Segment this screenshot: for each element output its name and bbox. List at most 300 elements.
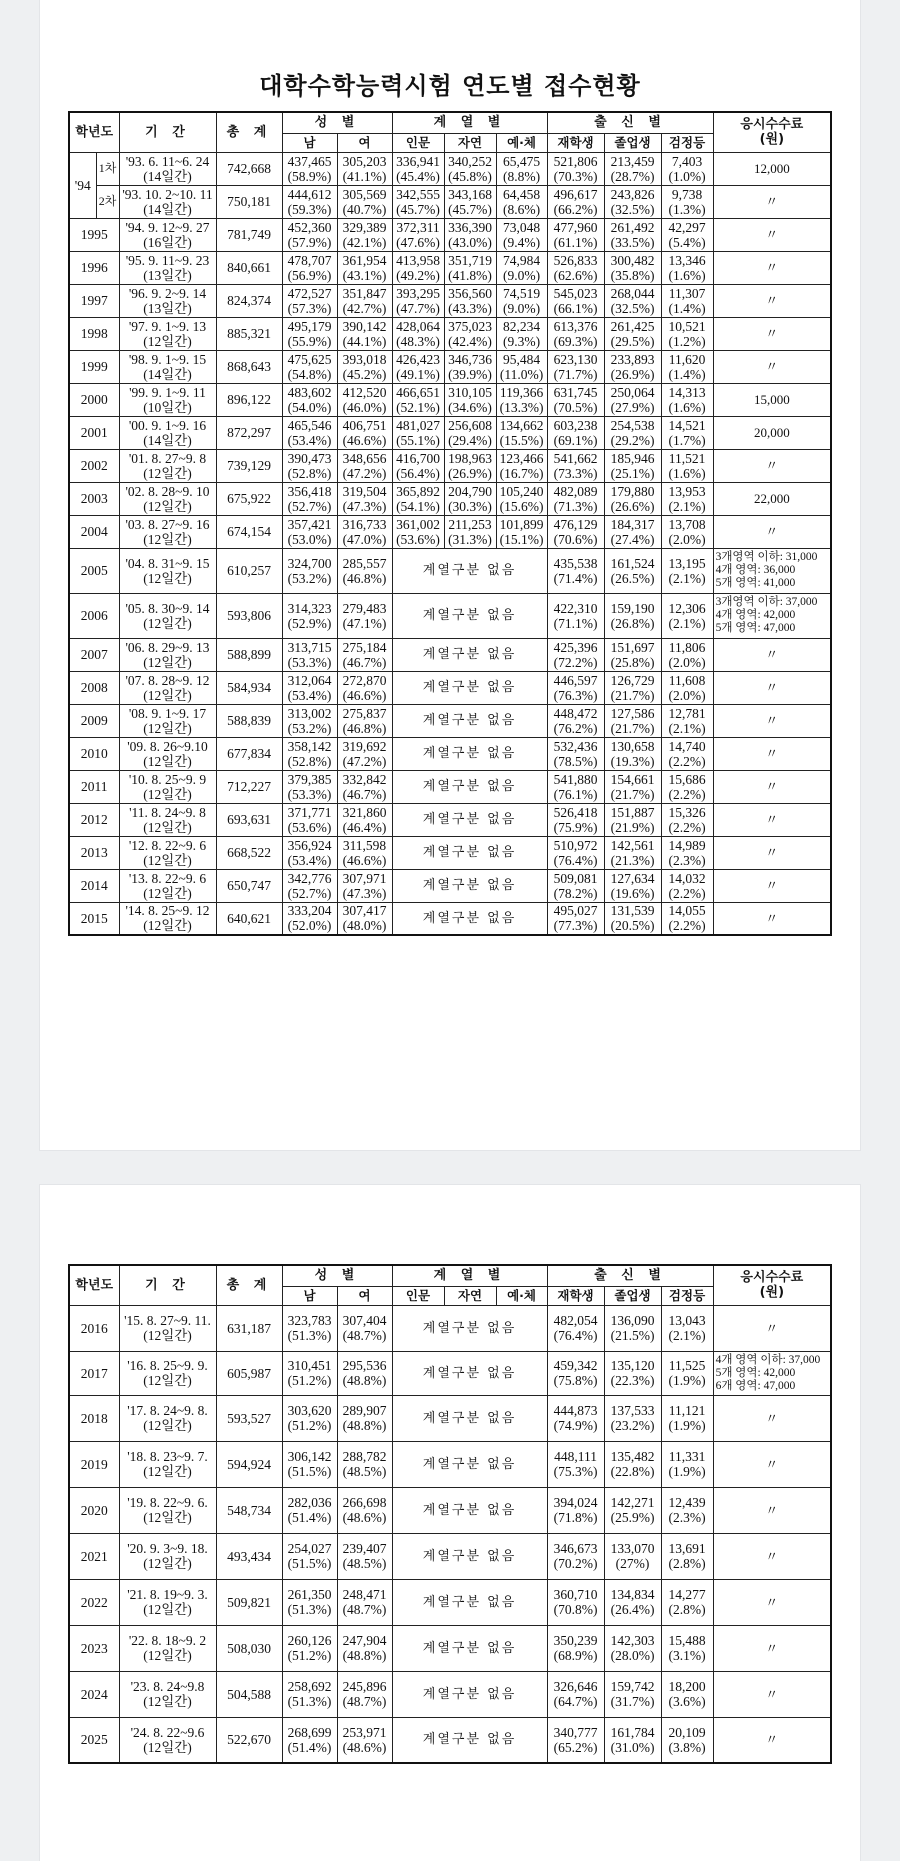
ged-cell: 11,620 (1.4%)	[661, 350, 713, 383]
header-total: 총 계	[216, 1265, 282, 1305]
ged-cell: 11,307 (1.4%)	[661, 284, 713, 317]
total-cell: 677,834	[216, 737, 282, 770]
current-students-cell: 360,710 (70.8%)	[547, 1579, 604, 1625]
ged-cell: 12,306 (2.1%)	[661, 593, 713, 638]
total-cell: 631,187	[216, 1305, 282, 1351]
ged-cell: 12,439 (2.3%)	[661, 1487, 713, 1533]
female-cell: 316,733 (47.0%)	[337, 515, 392, 548]
period-cell: '23. 8. 24~9.8 (12일간)	[119, 1671, 216, 1717]
male-cell: 437,465 (58.9%)	[282, 152, 337, 185]
female-cell: 248,471 (48.7%)	[337, 1579, 392, 1625]
ged-cell: 18,200 (3.6%)	[661, 1671, 713, 1717]
male-cell: 390,473 (52.8%)	[282, 449, 337, 482]
current-students-cell: 623,130 (71.7%)	[547, 350, 604, 383]
current-students-cell: 459,342 (75.8%)	[547, 1351, 604, 1395]
year-cell: 2015	[69, 902, 119, 935]
current-students-cell: 510,972 (76.4%)	[547, 836, 604, 869]
fee-cell: 4개 영역 이하: 37,000 5개 영역: 42,000 6개 영역: 47,000	[713, 1351, 831, 1395]
ged-cell: 11,608 (2.0%)	[661, 671, 713, 704]
no-track-cell: 계열구분 없음	[392, 1533, 547, 1579]
total-cell: 593,527	[216, 1395, 282, 1441]
science-cell: 204,790 (30.3%)	[444, 482, 496, 515]
humanities-cell: 336,941 (45.4%)	[392, 152, 444, 185]
header-year: 학년도	[69, 1265, 119, 1305]
period-cell: '08. 9. 1~9. 17 (12일간)	[119, 704, 216, 737]
current-students-cell: 326,646 (64.7%)	[547, 1671, 604, 1717]
science-cell: 351,719 (41.8%)	[444, 251, 496, 284]
fee-cell: 〃	[713, 836, 831, 869]
current-students-cell: 541,880 (76.1%)	[547, 770, 604, 803]
graduates-cell: 185,946 (25.1%)	[604, 449, 661, 482]
year-cell: 2024	[69, 1671, 119, 1717]
no-track-cell: 계열구분 없음	[392, 1487, 547, 1533]
table-row	[69, 185, 831, 218]
graduates-cell: 161,524 (26.5%)	[604, 548, 661, 593]
humanities-cell: 413,958 (49.2%)	[392, 251, 444, 284]
no-track-cell: 계열구분 없음	[392, 593, 547, 638]
total-cell: 504,588	[216, 1671, 282, 1717]
graduates-cell: 134,834 (26.4%)	[604, 1579, 661, 1625]
current-students-cell: 425,396 (72.2%)	[547, 638, 604, 671]
ged-cell: 9,738 (1.3%)	[661, 185, 713, 218]
ged-cell: 10,521 (1.2%)	[661, 317, 713, 350]
current-students-cell: 477,960 (61.1%)	[547, 218, 604, 251]
no-track-cell: 계열구분 없음	[392, 548, 547, 593]
table-row	[69, 1717, 831, 1763]
fee-cell: 〃	[713, 1717, 831, 1763]
fee-cell: 3개영역 이하: 31,000 4개 영역: 36,000 5개 영역: 41,000	[713, 548, 831, 593]
registration-table-1	[68, 111, 832, 936]
ged-cell: 14,032 (2.2%)	[661, 869, 713, 902]
current-students-cell: 350,239 (68.9%)	[547, 1625, 604, 1671]
fee-cell: 20,000	[713, 416, 831, 449]
humanities-cell: 372,311 (47.6%)	[392, 218, 444, 251]
fee-cell: 〃	[713, 284, 831, 317]
arts-cell: 119,366 (13.3%)	[496, 383, 547, 416]
ged-cell: 14,740 (2.2%)	[661, 737, 713, 770]
graduates-cell: 179,880 (26.6%)	[604, 482, 661, 515]
year-cell: 1997	[69, 284, 119, 317]
male-cell: 314,323 (52.9%)	[282, 593, 337, 638]
graduates-cell: 154,661 (21.7%)	[604, 770, 661, 803]
table-row	[69, 869, 831, 902]
fee-cell: 〃	[713, 1533, 831, 1579]
period-cell: '20. 9. 3~9. 18. (12일간)	[119, 1533, 216, 1579]
arts-cell: 95,484 (11.0%)	[496, 350, 547, 383]
science-cell: 356,560 (43.3%)	[444, 284, 496, 317]
current-students-cell: 521,806 (70.3%)	[547, 152, 604, 185]
period-cell: '12. 8. 22~9. 6 (12일간)	[119, 836, 216, 869]
table-row	[69, 1579, 831, 1625]
ged-cell: 14,313 (1.6%)	[661, 383, 713, 416]
header-humanities: 인문	[392, 1286, 444, 1305]
period-cell: '95. 9. 11~9. 23 (13일간)	[119, 251, 216, 284]
table-row	[69, 1395, 831, 1441]
header-graduates: 졸업생	[604, 133, 661, 152]
year-cell: '94	[69, 152, 96, 218]
male-cell: 342,776 (52.7%)	[282, 869, 337, 902]
header-current-students: 재학생	[547, 1286, 604, 1305]
female-cell: 319,504 (47.3%)	[337, 482, 392, 515]
male-cell: 357,421 (53.0%)	[282, 515, 337, 548]
graduates-cell: 151,887 (21.9%)	[604, 803, 661, 836]
graduates-cell: 135,120 (22.3%)	[604, 1351, 661, 1395]
graduates-cell: 159,742 (31.7%)	[604, 1671, 661, 1717]
header-graduates: 졸업생	[604, 1286, 661, 1305]
male-cell: 313,002 (53.2%)	[282, 704, 337, 737]
ged-cell: 11,806 (2.0%)	[661, 638, 713, 671]
year-cell: 2021	[69, 1533, 119, 1579]
year-cell: 1995	[69, 218, 119, 251]
fee-cell: 3개영역 이하: 37,000 4개 영역: 42,000 5개 영역: 47,000	[713, 593, 831, 638]
graduates-cell: 142,561 (21.3%)	[604, 836, 661, 869]
table-row	[69, 1533, 831, 1579]
year-cell: 2019	[69, 1441, 119, 1487]
male-cell: 324,700 (53.2%)	[282, 548, 337, 593]
science-cell: 336,390 (43.0%)	[444, 218, 496, 251]
header-year: 학년도	[69, 112, 119, 152]
male-cell: 478,707 (56.9%)	[282, 251, 337, 284]
no-track-cell: 계열구분 없음	[392, 638, 547, 671]
science-cell: 256,608 (29.4%)	[444, 416, 496, 449]
period-cell: '18. 8. 23~9. 7. (12일간)	[119, 1441, 216, 1487]
header-female: 여	[337, 1286, 392, 1305]
header-male: 남	[282, 1286, 337, 1305]
year-cell: 2007	[69, 638, 119, 671]
current-students-cell: 446,597 (76.3%)	[547, 671, 604, 704]
total-cell: 840,661	[216, 251, 282, 284]
period-cell: '11. 8. 24~9. 8 (12일간)	[119, 803, 216, 836]
period-cell: '06. 8. 29~9. 13 (12일간)	[119, 638, 216, 671]
year-cell: 2000	[69, 383, 119, 416]
graduates-cell: 184,317 (27.4%)	[604, 515, 661, 548]
header-track: 계 열 별	[392, 1265, 547, 1286]
document-page-1	[40, 0, 860, 1150]
period-cell: '17. 8. 24~9. 8. (12일간)	[119, 1395, 216, 1441]
no-track-cell: 계열구분 없음	[392, 1351, 547, 1395]
male-cell: 303,620 (51.2%)	[282, 1395, 337, 1441]
science-cell: 198,963 (26.9%)	[444, 449, 496, 482]
graduates-cell: 142,303 (28.0%)	[604, 1625, 661, 1671]
fee-cell: 〃	[713, 185, 831, 218]
humanities-cell: 416,700 (56.4%)	[392, 449, 444, 482]
header-gender: 성 별	[282, 1265, 392, 1286]
period-cell: '21. 8. 19~9. 3. (12일간)	[119, 1579, 216, 1625]
total-cell: 605,987	[216, 1351, 282, 1395]
ged-cell: 7,403 (1.0%)	[661, 152, 713, 185]
male-cell: 312,064 (53.4%)	[282, 671, 337, 704]
no-track-cell: 계열구분 없음	[392, 704, 547, 737]
header-humanities: 인문	[392, 133, 444, 152]
female-cell: 393,018 (45.2%)	[337, 350, 392, 383]
fee-cell: 〃	[713, 515, 831, 548]
graduates-cell: 136,090 (21.5%)	[604, 1305, 661, 1351]
ged-cell: 13,043 (2.1%)	[661, 1305, 713, 1351]
period-cell: '15. 8. 27~9. 11. (12일간)	[119, 1305, 216, 1351]
male-cell: 444,612 (59.3%)	[282, 185, 337, 218]
science-cell: 310,105 (34.6%)	[444, 383, 496, 416]
male-cell: 465,546 (53.4%)	[282, 416, 337, 449]
header-ged: 검정등	[661, 133, 713, 152]
header-period: 기 간	[119, 1265, 216, 1305]
period-cell: '16. 8. 25~9. 9. (12일간)	[119, 1351, 216, 1395]
female-cell: 295,536 (48.8%)	[337, 1351, 392, 1395]
header-science: 자연	[444, 1286, 496, 1305]
table-row	[69, 737, 831, 770]
humanities-cell: 361,002 (53.6%)	[392, 515, 444, 548]
no-track-cell: 계열구분 없음	[392, 803, 547, 836]
table-row	[69, 638, 831, 671]
current-students-cell: 444,873 (74.9%)	[547, 1395, 604, 1441]
female-cell: 289,907 (48.8%)	[337, 1395, 392, 1441]
female-cell: 406,751 (46.6%)	[337, 416, 392, 449]
graduates-cell: 131,539 (20.5%)	[604, 902, 661, 935]
year-cell: 2025	[69, 1717, 119, 1763]
ged-cell: 13,691 (2.8%)	[661, 1533, 713, 1579]
current-students-cell: 545,023 (66.1%)	[547, 284, 604, 317]
year-cell: 2012	[69, 803, 119, 836]
fee-cell: 〃	[713, 638, 831, 671]
arts-cell: 64,458 (8.6%)	[496, 185, 547, 218]
no-track-cell: 계열구분 없음	[392, 1441, 547, 1487]
graduates-cell: 254,538 (29.2%)	[604, 416, 661, 449]
female-cell: 311,598 (46.6%)	[337, 836, 392, 869]
current-students-cell: 603,238 (69.1%)	[547, 416, 604, 449]
arts-cell: 134,662 (15.5%)	[496, 416, 547, 449]
fee-cell: 〃	[713, 251, 831, 284]
fee-cell: 〃	[713, 1625, 831, 1671]
total-cell: 693,631	[216, 803, 282, 836]
year-cell: 2016	[69, 1305, 119, 1351]
arts-cell: 123,466 (16.7%)	[496, 449, 547, 482]
header-arts: 예·체	[496, 1286, 547, 1305]
fee-cell: 22,000	[713, 482, 831, 515]
male-cell: 258,692 (51.3%)	[282, 1671, 337, 1717]
total-cell: 742,668	[216, 152, 282, 185]
table-row	[69, 1625, 831, 1671]
table-row	[69, 515, 831, 548]
graduates-cell: 127,634 (19.6%)	[604, 869, 661, 902]
ged-cell: 14,521 (1.7%)	[661, 416, 713, 449]
table-row	[69, 1351, 831, 1395]
male-cell: 333,204 (52.0%)	[282, 902, 337, 935]
round-cell: 2차	[96, 185, 119, 218]
total-cell: 548,734	[216, 1487, 282, 1533]
year-cell: 1998	[69, 317, 119, 350]
year-cell: 2014	[69, 869, 119, 902]
arts-cell: 82,234 (9.3%)	[496, 317, 547, 350]
female-cell: 329,389 (42.1%)	[337, 218, 392, 251]
header-origin: 출 신 별	[547, 1265, 713, 1286]
period-cell: '04. 8. 31~9. 15 (12일간)	[119, 548, 216, 593]
female-cell: 348,656 (47.2%)	[337, 449, 392, 482]
header-female: 여	[337, 133, 392, 152]
total-cell: 750,181	[216, 185, 282, 218]
total-cell: 712,227	[216, 770, 282, 803]
female-cell: 307,417 (48.0%)	[337, 902, 392, 935]
female-cell: 319,692 (47.2%)	[337, 737, 392, 770]
current-students-cell: 613,376 (69.3%)	[547, 317, 604, 350]
female-cell: 307,404 (48.7%)	[337, 1305, 392, 1351]
year-cell: 2009	[69, 704, 119, 737]
humanities-cell: 342,555 (45.7%)	[392, 185, 444, 218]
humanities-cell: 365,892 (54.1%)	[392, 482, 444, 515]
graduates-cell: 159,190 (26.8%)	[604, 593, 661, 638]
ged-cell: 11,331 (1.9%)	[661, 1441, 713, 1487]
ged-cell: 11,521 (1.6%)	[661, 449, 713, 482]
no-track-cell: 계열구분 없음	[392, 737, 547, 770]
arts-cell: 74,519 (9.0%)	[496, 284, 547, 317]
period-cell: '98. 9. 1~9. 15 (14일간)	[119, 350, 216, 383]
current-students-cell: 346,673 (70.2%)	[547, 1533, 604, 1579]
current-students-cell: 526,833 (62.6%)	[547, 251, 604, 284]
fee-cell: 〃	[713, 902, 831, 935]
current-students-cell: 482,054 (76.4%)	[547, 1305, 604, 1351]
header-total: 총 계	[216, 112, 282, 152]
header-arts: 예·체	[496, 133, 547, 152]
ged-cell: 13,346 (1.6%)	[661, 251, 713, 284]
table-row	[69, 383, 831, 416]
graduates-cell: 243,826 (32.5%)	[604, 185, 661, 218]
header-male: 남	[282, 133, 337, 152]
header-fee: 응시수수료 (원)	[713, 112, 831, 152]
no-track-cell: 계열구분 없음	[392, 836, 547, 869]
female-cell: 332,842 (46.7%)	[337, 770, 392, 803]
female-cell: 390,142 (44.1%)	[337, 317, 392, 350]
fee-cell: 〃	[713, 671, 831, 704]
graduates-cell: 127,586 (21.7%)	[604, 704, 661, 737]
fee-cell: 〃	[713, 737, 831, 770]
no-track-cell: 계열구분 없음	[392, 770, 547, 803]
period-cell: '05. 8. 30~9. 14 (12일간)	[119, 593, 216, 638]
year-cell: 2002	[69, 449, 119, 482]
table-row	[69, 671, 831, 704]
year-cell: 2011	[69, 770, 119, 803]
female-cell: 245,896 (48.7%)	[337, 1671, 392, 1717]
graduates-cell: 135,482 (22.8%)	[604, 1441, 661, 1487]
current-students-cell: 340,777 (65.2%)	[547, 1717, 604, 1763]
period-cell: '14. 8. 25~9. 12 (12일간)	[119, 902, 216, 935]
total-cell: 868,643	[216, 350, 282, 383]
total-cell: 896,122	[216, 383, 282, 416]
table-row	[69, 902, 831, 935]
ged-cell: 12,781 (2.1%)	[661, 704, 713, 737]
header-science: 자연	[444, 133, 496, 152]
male-cell: 282,036 (51.4%)	[282, 1487, 337, 1533]
page-title: 대학수학능력시험 연도별 접수현황	[259, 72, 641, 100]
current-students-cell: 495,027 (77.3%)	[547, 902, 604, 935]
current-students-cell: 482,089 (71.3%)	[547, 482, 604, 515]
male-cell: 356,418 (52.7%)	[282, 482, 337, 515]
male-cell: 261,350 (51.3%)	[282, 1579, 337, 1625]
year-cell: 2017	[69, 1351, 119, 1395]
science-cell: 343,168 (45.7%)	[444, 185, 496, 218]
ged-cell: 14,055 (2.2%)	[661, 902, 713, 935]
year-cell: 2022	[69, 1579, 119, 1625]
male-cell: 452,360 (57.9%)	[282, 218, 337, 251]
ged-cell: 11,525 (1.9%)	[661, 1351, 713, 1395]
total-cell: 668,522	[216, 836, 282, 869]
ged-cell: 13,195 (2.1%)	[661, 548, 713, 593]
fee-cell: 〃	[713, 1671, 831, 1717]
female-cell: 285,557 (46.8%)	[337, 548, 392, 593]
male-cell: 260,126 (51.2%)	[282, 1625, 337, 1671]
ged-cell: 42,297 (5.4%)	[661, 218, 713, 251]
year-cell: 2018	[69, 1395, 119, 1441]
table-row	[69, 803, 831, 836]
female-cell: 275,837 (46.8%)	[337, 704, 392, 737]
year-cell: 2008	[69, 671, 119, 704]
header-track: 계 열 별	[392, 112, 547, 133]
current-students-cell: 532,436 (78.5%)	[547, 737, 604, 770]
fee-cell: 〃	[713, 1441, 831, 1487]
female-cell: 321,860 (46.4%)	[337, 803, 392, 836]
humanities-cell: 466,651 (52.1%)	[392, 383, 444, 416]
no-track-cell: 계열구분 없음	[392, 869, 547, 902]
female-cell: 305,203 (41.1%)	[337, 152, 392, 185]
fee-cell: 12,000	[713, 152, 831, 185]
total-cell: 650,747	[216, 869, 282, 902]
no-track-cell: 계열구분 없음	[392, 1671, 547, 1717]
ged-cell: 14,989 (2.3%)	[661, 836, 713, 869]
graduates-cell: 300,482 (35.8%)	[604, 251, 661, 284]
header-fee: 응시수수료 (원)	[713, 1265, 831, 1305]
current-students-cell: 476,129 (70.6%)	[547, 515, 604, 548]
ged-cell: 14,277 (2.8%)	[661, 1579, 713, 1625]
female-cell: 239,407 (48.5%)	[337, 1533, 392, 1579]
period-cell: '09. 8. 26~9.10 (12일간)	[119, 737, 216, 770]
total-cell: 781,749	[216, 218, 282, 251]
year-cell: 2005	[69, 548, 119, 593]
table-row	[69, 1305, 831, 1351]
year-cell: 2010	[69, 737, 119, 770]
period-cell: '19. 8. 22~9. 6. (12일간)	[119, 1487, 216, 1533]
male-cell: 358,142 (52.8%)	[282, 737, 337, 770]
female-cell: 266,698 (48.6%)	[337, 1487, 392, 1533]
table-row	[69, 1441, 831, 1487]
current-students-cell: 448,111 (75.3%)	[547, 1441, 604, 1487]
period-cell: '07. 8. 28~9. 12 (12일간)	[119, 671, 216, 704]
current-students-cell: 394,024 (71.8%)	[547, 1487, 604, 1533]
arts-cell: 101,899 (15.1%)	[496, 515, 547, 548]
total-cell: 509,821	[216, 1579, 282, 1625]
graduates-cell: 130,658 (19.3%)	[604, 737, 661, 770]
round-cell: 1차	[96, 152, 119, 185]
header-period: 기 간	[119, 112, 216, 152]
year-cell: 2006	[69, 593, 119, 638]
female-cell: 361,954 (43.1%)	[337, 251, 392, 284]
science-cell: 340,252 (45.8%)	[444, 152, 496, 185]
header-origin: 출 신 별	[547, 112, 713, 133]
male-cell: 495,179 (55.9%)	[282, 317, 337, 350]
period-cell: '94. 9. 12~9. 27 (16일간)	[119, 218, 216, 251]
fee-cell: 〃	[713, 350, 831, 383]
male-cell: 371,771 (53.6%)	[282, 803, 337, 836]
fee-cell: 〃	[713, 1487, 831, 1533]
year-cell: 2004	[69, 515, 119, 548]
no-track-cell: 계열구분 없음	[392, 902, 547, 935]
year-cell: 2023	[69, 1625, 119, 1671]
no-track-cell: 계열구분 없음	[392, 1579, 547, 1625]
male-cell: 254,027 (51.5%)	[282, 1533, 337, 1579]
period-cell: '03. 8. 27~9. 16 (12일간)	[119, 515, 216, 548]
no-track-cell: 계열구분 없음	[392, 1395, 547, 1441]
current-students-cell: 526,418 (75.9%)	[547, 803, 604, 836]
period-cell: '93. 6. 11~6. 24 (14일간)	[119, 152, 216, 185]
fee-cell: 〃	[713, 449, 831, 482]
ged-cell: 15,488 (3.1%)	[661, 1625, 713, 1671]
period-cell: '24. 8. 22~9.6 (12일간)	[119, 1717, 216, 1763]
